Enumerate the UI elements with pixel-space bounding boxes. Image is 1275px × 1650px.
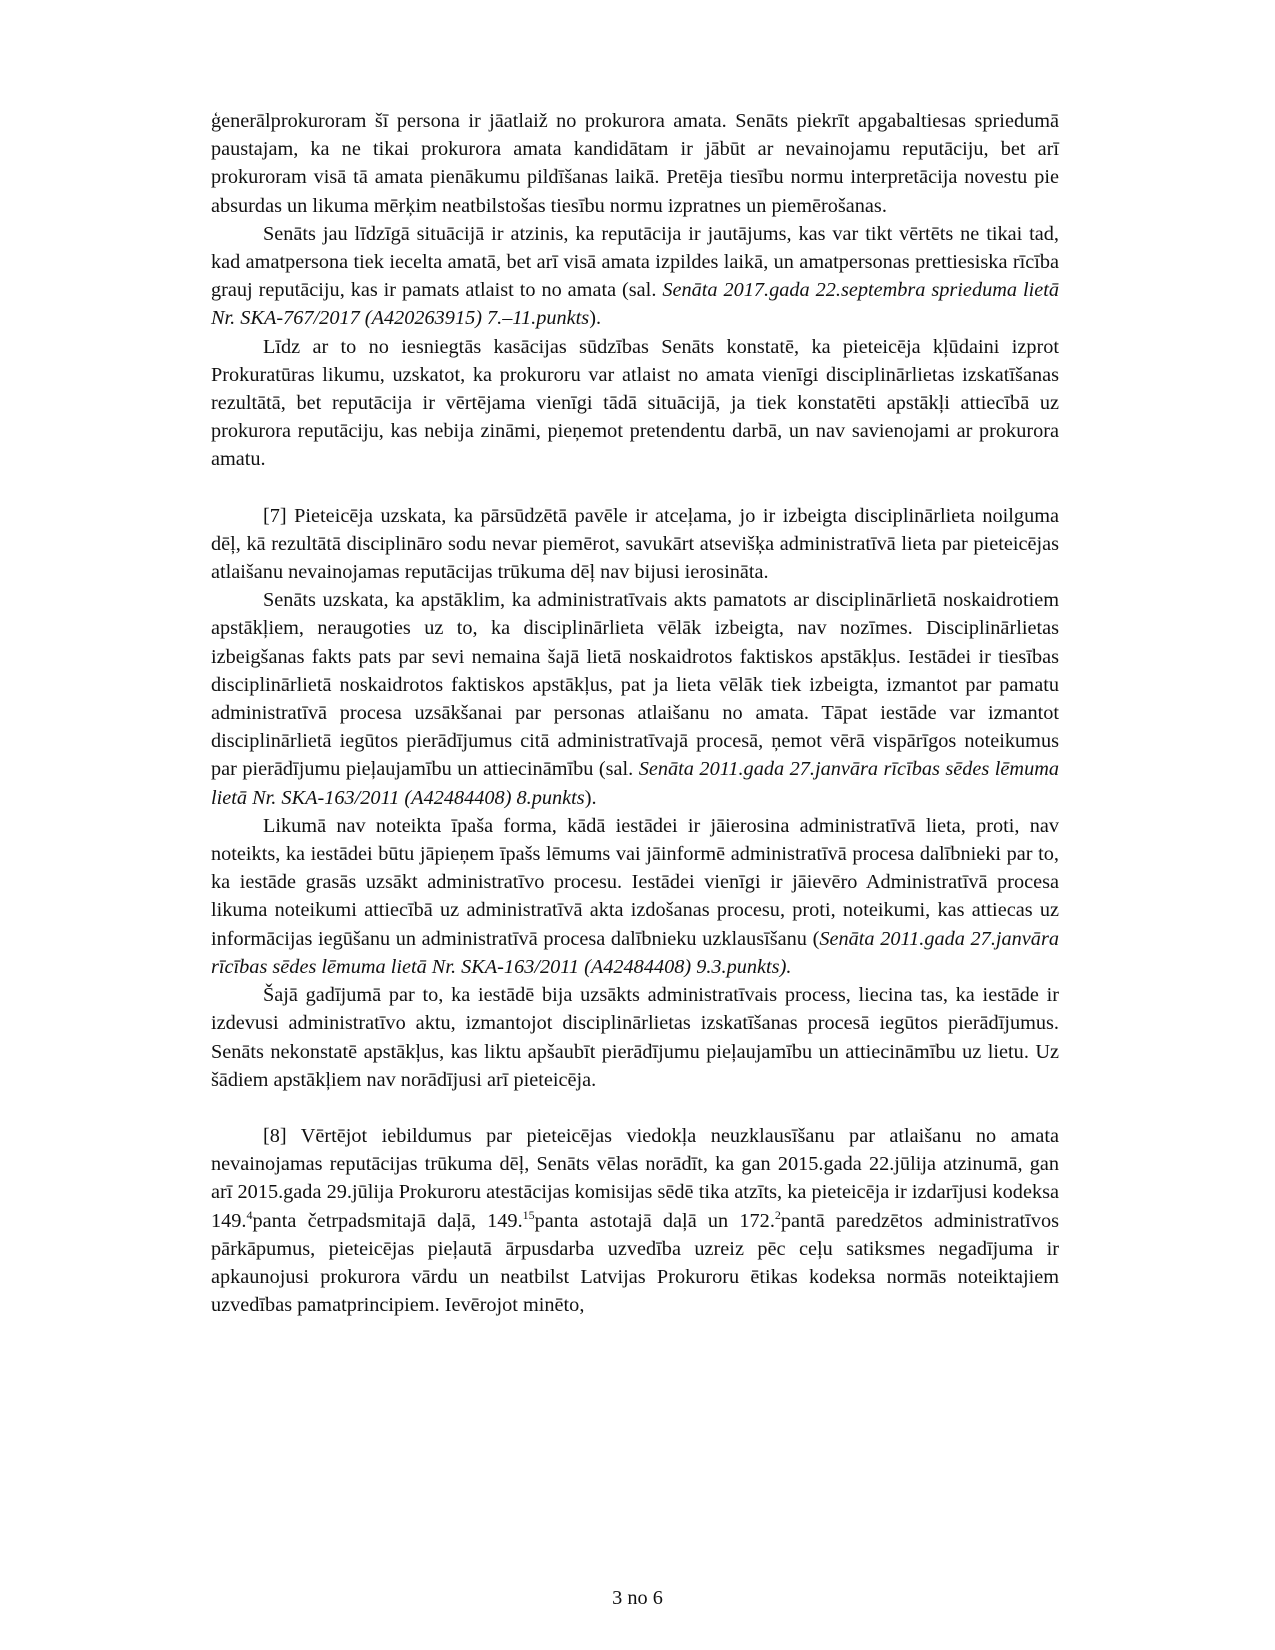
text-run: Senāts jau līdzīgā situācijā ir atzinis, ka reputācija ir jautājums, kas var tikt vērtēts ne tikai tad, kad amatpersona tiek iecelta amatā, bet arī visā amata izpildes laikā, un amatpersonas prettiesiska rīcība grauj reputāciju, kas ir pamats atlaist to no amata (sal. xyxy=(211,222,1059,302)
paragraph-spacer xyxy=(211,1094,1059,1122)
superscript-text: 15 xyxy=(522,1207,535,1222)
paragraph-continuation xyxy=(211,107,1059,220)
text-run: ). xyxy=(584,786,597,809)
text-run: ). xyxy=(589,307,602,330)
superscript-text: 4 xyxy=(246,1207,253,1222)
text-run: [8] Vērtējot iebildumus par pieteicējas viedokļa neuzklausīšanu par atlaišanu no amata nevainojamas reputācijas trūkuma dēļ, Senāts vēlas norādīt, ka gan 2015.gada 22.jūlija atzinumā, gan arī 2015.gada 29.jūlija Prokuroru atestācijas komisijas sēdē tika atzīts, ka pieteicēja ir izdarījusi kodeksa 149. xyxy=(211,1124,1059,1232)
text-run: panta četrpadsmitajā daļā, 149. xyxy=(252,1209,523,1232)
text-run: Likumā nav noteikta īpaša forma, kādā iestādei ir jāierosina administratīvā lieta, proti, nav noteikts, ka iestādei būtu jāpieņem īpašs lēmums vai jāinformē administratīvā procesa dalībnieki par to, ka iestāde grasās uzsākt administratīvo procesu. Iestādei vienīgi ir jāievēro Administratīvā procesa likuma noteikumi attiecībā uz administratīvā akta izdošanas procesu, proti, noteikumi, kas attiecas uz informācijas iegūšanu un administratīvā procesa dalībnieku uzklausīšanu ( xyxy=(211,814,1059,950)
text-run: [7] Pieteicēja uzskata, ka pārsūdzētā pavēle ir atceļama, jo ir izbeigta disciplinārlieta noilguma dēļ, kā rezultātā disciplināro sodu nevar piemērot, savukārt atsevišķa administratīvā lieta par pieteicējas atlaišanu nevainojamas reputācijas trūkuma dēļ nav bijusi ierosināta. xyxy=(211,504,1059,584)
paragraph xyxy=(211,220,1059,333)
paragraph xyxy=(211,981,1059,1094)
text-run: Šajā gadījumā par to, ka iestādē bija uzsākts administratīvais process, liecina tas, ka iestāde ir izdevusi administratīvo aktu, izmantojot disciplinārlietas izskatīšanas procesā iegūtos pierādījumus. Senāts nekonstatē apstākļus, kas liktu apšaubīt pierādījumu pieļaujamību un attiecināmību uz lietu. Uz šādiem apstākļiem nav norādījusi arī pieteicēja. xyxy=(211,984,1059,1091)
superscript-text: 2 xyxy=(774,1207,781,1222)
text-run: pantā paredzētos administratīvos pārkāpumus, pieteicējas pieļautā ārpusdarba uzvedība uzreiz pēc ceļu satiksmes negadījuma ir apkaunojusi prokurora vārdu un neatbilst Latvijas Prokuroru ētikas kodeksa normās noteiktajiem uzvedības pamatprincipiem. Ievērojot minēto, xyxy=(211,1209,1059,1317)
document-page xyxy=(211,107,1059,1319)
numbered-paragraph-8 xyxy=(211,1122,1059,1319)
text-run: panta astotajā daļā un 172. xyxy=(534,1209,775,1232)
paragraph xyxy=(211,812,1059,981)
page-number: 3 no 6 xyxy=(612,1587,663,1609)
citation-text: Senāta 2017.gada 22.septembra sprieduma lietā Nr. SKA-767/2017 (A420263915) 7.–11.punkts xyxy=(211,279,1059,330)
paragraph xyxy=(211,586,1059,812)
text-run: ģenerālprokuroram šī persona ir jāatlaiž no prokurora amata. Senāts piekrīt apgabaltiesas spriedumā paustajam, ka ne tikai prokurora amata kandidātam ir jābūt ar nevainojamu reputāciju, bet arī prokuroram visā tā amata pienākumu pildīšanas laikā. Pretēja tiesību normu interpretācija novestu pie absurdas un likuma mērķim neatbilstošas tiesību normu izpratnes un piemērošanas. xyxy=(211,110,1059,217)
numbered-paragraph-7 xyxy=(211,502,1059,587)
citation-text: Senāta 2011.gada 27.janvāra rīcības sēdes lēmuma lietā Nr. SKA-163/2011 (A42484408) 9.3.punkts). xyxy=(211,927,1059,978)
text-run: Senāts uzskata, ka apstāklim, ka administratīvais akts pamatots ar disciplinārlietā noskaidrotiem apstākļiem, neraugoties uz to, ka disciplinārlieta vēlāk izbeigta, nav nozīmes. Disciplinārlietas izbeigšanas fakts pats par sevi nemaina šajā lietā noskaidrotos faktiskos apstākļus. Iestādei ir tiesības disciplinārlietā noskaidrotos faktiskos apstākļus, pat ja lieta vēlāk tiek izbeigta, izmantot par pamatu administratīvā procesa uzsākšanai par personas atlaišanu no amata. Tāpat iestāde var izmantot disciplinārlietā iegūtos pierādījumus citā administratīvajā procesā, ņemot vērā vispārīgos noteikumus par pierādījumu pieļaujamību un attiecināmību (sal. xyxy=(211,589,1059,781)
text-run: Līdz ar to no iesniegtās kasācijas sūdzības Senāts konstatē, ka pieteicēja kļūdaini izprot Prokuratūras likumu, uzskatot, ka prokuroru var atlaist no amata vienīgi disciplinārlietas izskatīšanas rezultātā, bet reputācija ir vērtējama vienīgi tādā situācijā, ja tiek konstatēti apstākļi attiecībā uz prokurora reputāciju, kas nebija zināmi, pieņemot pretendentu darbā, un nav savienojami ar prokurora amatu. xyxy=(211,335,1059,471)
paragraph-spacer xyxy=(211,474,1059,502)
citation-text: Senāta 2011.gada 27.janvāra rīcības sēdes lēmuma lietā Nr. SKA-163/2011 (A42484408) 8.punkts xyxy=(211,758,1059,809)
paragraph xyxy=(211,333,1059,474)
